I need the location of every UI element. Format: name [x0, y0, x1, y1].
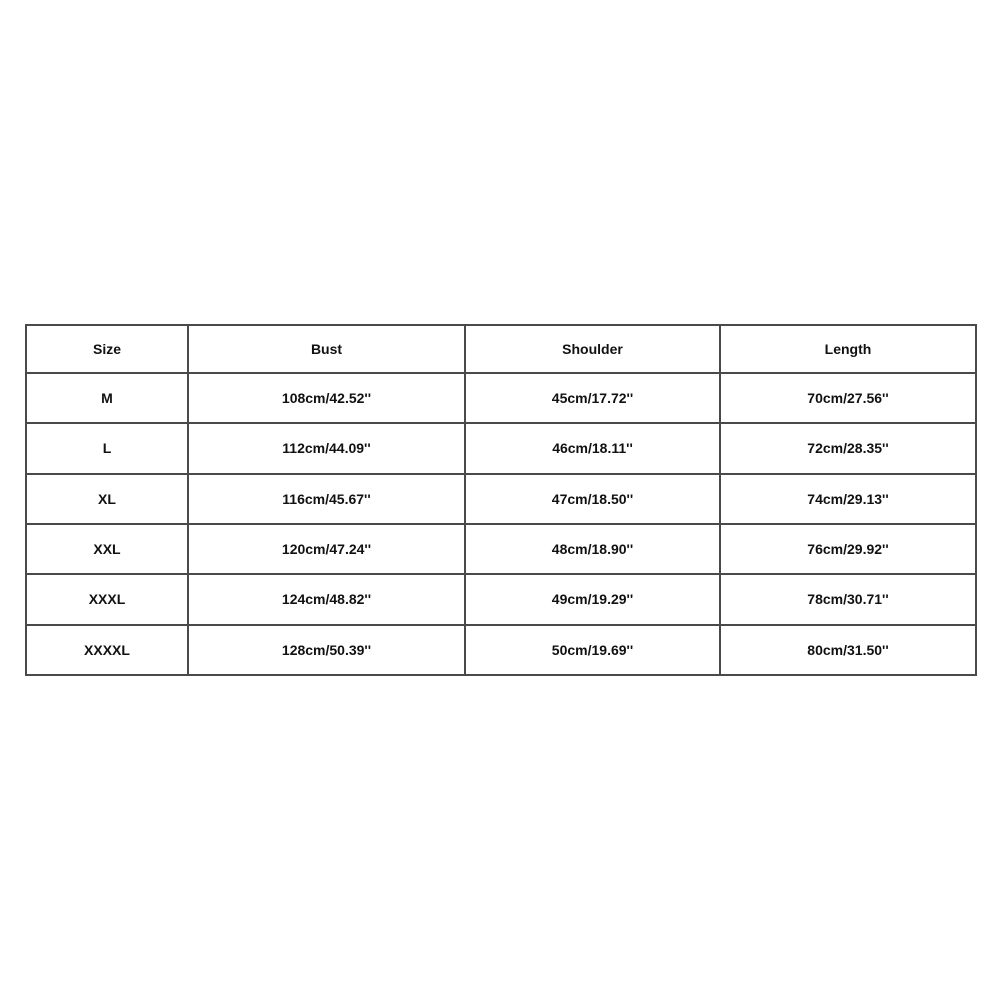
shoulder-cell: 46cm/18.11''	[465, 423, 720, 473]
shoulder-cell: 47cm/18.50''	[465, 474, 720, 524]
header-row	[26, 325, 976, 373]
length-cell: 76cm/29.92''	[720, 524, 976, 574]
shoulder-cell: 45cm/17.72''	[465, 373, 720, 423]
table-row	[26, 524, 976, 574]
header-shoulder: Shoulder	[465, 325, 720, 373]
bust-cell: 112cm/44.09''	[188, 423, 465, 473]
size-cell: L	[26, 423, 188, 473]
table-row	[26, 423, 976, 473]
bust-cell: 116cm/45.67''	[188, 474, 465, 524]
length-cell: 78cm/30.71''	[720, 574, 976, 624]
bust-cell: 108cm/42.52''	[188, 373, 465, 423]
table-row	[26, 625, 976, 675]
size-cell: XXXXL	[26, 625, 188, 675]
size-chart-table	[25, 324, 977, 676]
size-cell: XXXL	[26, 574, 188, 624]
length-cell: 80cm/31.50''	[720, 625, 976, 675]
table-row	[26, 574, 976, 624]
bust-cell: 124cm/48.82''	[188, 574, 465, 624]
table-row	[26, 373, 976, 423]
header-length: Length	[720, 325, 976, 373]
shoulder-cell: 50cm/19.69''	[465, 625, 720, 675]
header-bust: Bust	[188, 325, 465, 373]
length-cell: 70cm/27.56''	[720, 373, 976, 423]
table-row	[26, 474, 976, 524]
length-cell: 72cm/28.35''	[720, 423, 976, 473]
length-cell: 74cm/29.13''	[720, 474, 976, 524]
header-size: Size	[26, 325, 188, 373]
shoulder-cell: 49cm/19.29''	[465, 574, 720, 624]
bust-cell: 128cm/50.39''	[188, 625, 465, 675]
size-cell: XXL	[26, 524, 188, 574]
size-cell: XL	[26, 474, 188, 524]
shoulder-cell: 48cm/18.90''	[465, 524, 720, 574]
size-cell: M	[26, 373, 188, 423]
bust-cell: 120cm/47.24''	[188, 524, 465, 574]
